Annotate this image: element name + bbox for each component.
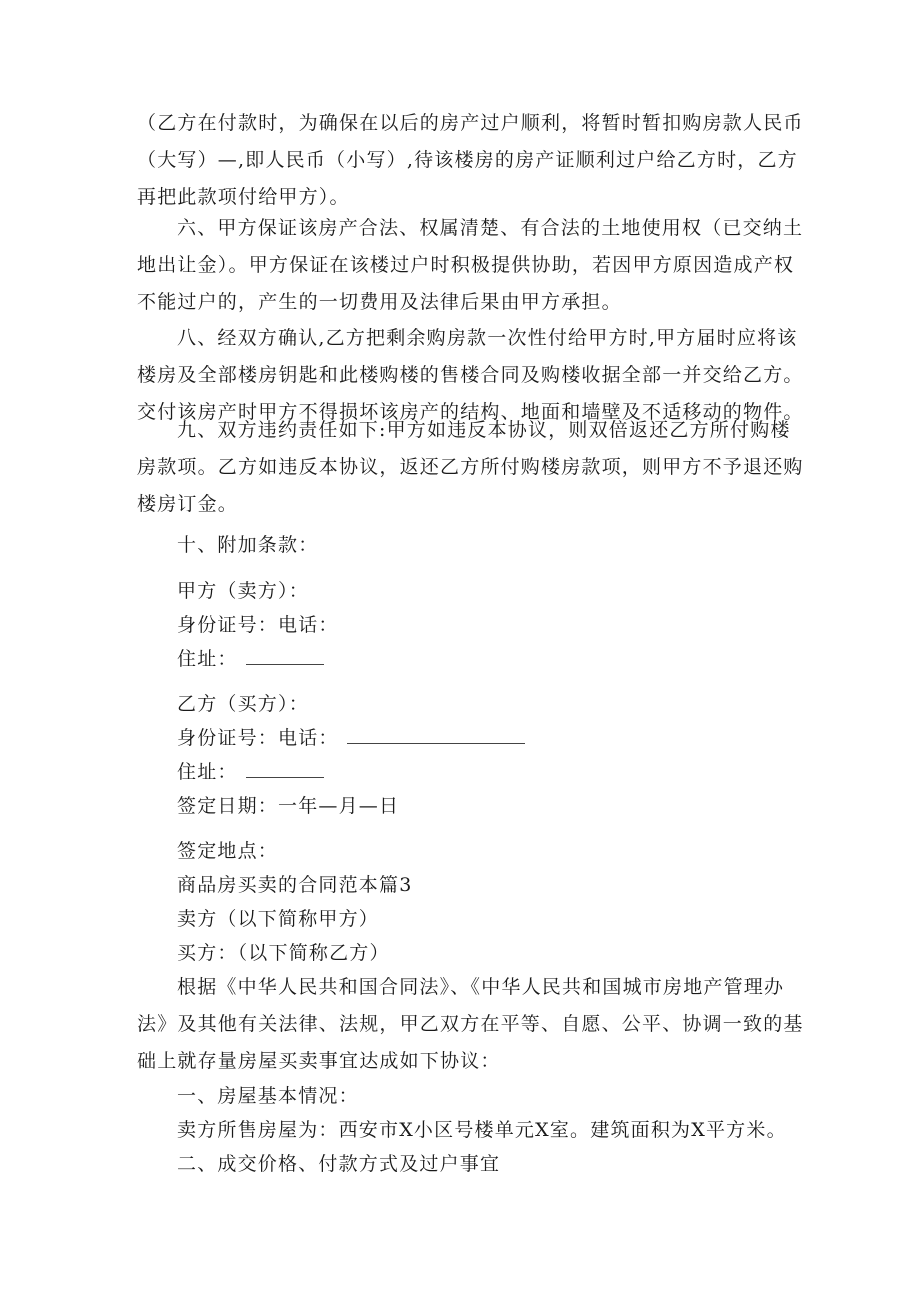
party-b-phone-blank [347, 723, 525, 744]
text-line: （大写）—,即人民币（小写）,待该楼房的房产证顺利过户给乙方时，乙方 [137, 149, 798, 171]
text-line: 法》及其他有关法律、法规，甲乙双方在平等、自愿、公平、协调一致的基 [137, 1013, 804, 1035]
text-line: 九、双方违约责任如下:甲方如违反本协议，则双倍返还乙方所付购楼 [177, 419, 791, 441]
text-line: 房款项。乙方如违反本协议，返还乙方所付购楼房款项，则甲方不予退还购 [137, 456, 804, 478]
buyer-line: 买方：（以下简称乙方） [177, 942, 390, 964]
text-line: 交付该房产时甲方不得损坏该房产的结构、地面和墙壁及不适移动的物件。 [137, 401, 804, 423]
seller-line: 卖方（以下简称甲方） [177, 908, 380, 930]
sign-date: 签定日期：一年—月—日 [177, 795, 400, 817]
clause-1-title: 一、房屋基本情况： [177, 1085, 359, 1107]
party-a-address-row [177, 641, 324, 678]
party-a-address-blank [246, 644, 324, 665]
party-b-id-phone-row [177, 720, 525, 757]
clause-6 [137, 210, 809, 321]
basis-paragraph [137, 969, 809, 1080]
party-b-address-row [177, 754, 324, 791]
text-line: 不能过户的，产生的一切费用及法律后果由甲方承担。 [137, 291, 622, 313]
clause-9 [137, 412, 809, 523]
text-line: 础上就存量房屋买卖事宜达成如下协议： [137, 1050, 501, 1072]
paragraph-payment-holdback [137, 105, 809, 216]
party-a-address-label: 住址： [177, 648, 238, 670]
section-title: 商品房买卖的合同范本篇3 [177, 874, 413, 896]
clause-1-body: 卖方所售房屋为：西安市X小区号楼单元X室。建筑面积为X平方米。 [177, 1119, 787, 1141]
text-line: 八、经双方确认,乙方把剩余购房款一次性付给甲方时,甲方届时应将该 [177, 327, 798, 349]
party-b-address-label: 住址： [177, 761, 238, 783]
clause-2-title: 二、成交价格、付款方式及过户事宜 [177, 1153, 501, 1175]
text-line: 六、甲方保证该房产合法、权属清楚、有合法的土地使用权（已交纳土 [177, 217, 804, 239]
text-line: 根据《中华人民共和国合同法》、《中华人民共和国城市房地产管理办 [177, 976, 785, 998]
party-a-id-phone: 身份证号：电话： [177, 614, 339, 636]
party-a-title: 甲方（卖方）： [177, 580, 309, 602]
party-b-title: 乙方（买方）： [177, 693, 309, 715]
text-line: 再把此款项付给甲方）。 [137, 186, 350, 208]
party-b-address-blank [246, 757, 324, 778]
clause-10: 十、附加条款： [177, 534, 319, 556]
party-b-id-phone-label: 身份证号：电话： [177, 727, 339, 749]
text-line: （乙方在付款时，为确保在以后的房产过户顺利，将暂时暂扣购房款人民币 [137, 112, 804, 134]
text-line: 地出让金）。甲方保证在该楼过户时积极提供协助，若因甲方原因造成产权 [137, 254, 795, 276]
sign-place: 签定地点： [177, 840, 279, 862]
text-line: 楼房及全部楼房钥匙和此楼购楼的售楼合同及购楼收据全部一并交给乙方。 [137, 364, 804, 386]
text-line: 楼房订金。 [137, 493, 239, 515]
